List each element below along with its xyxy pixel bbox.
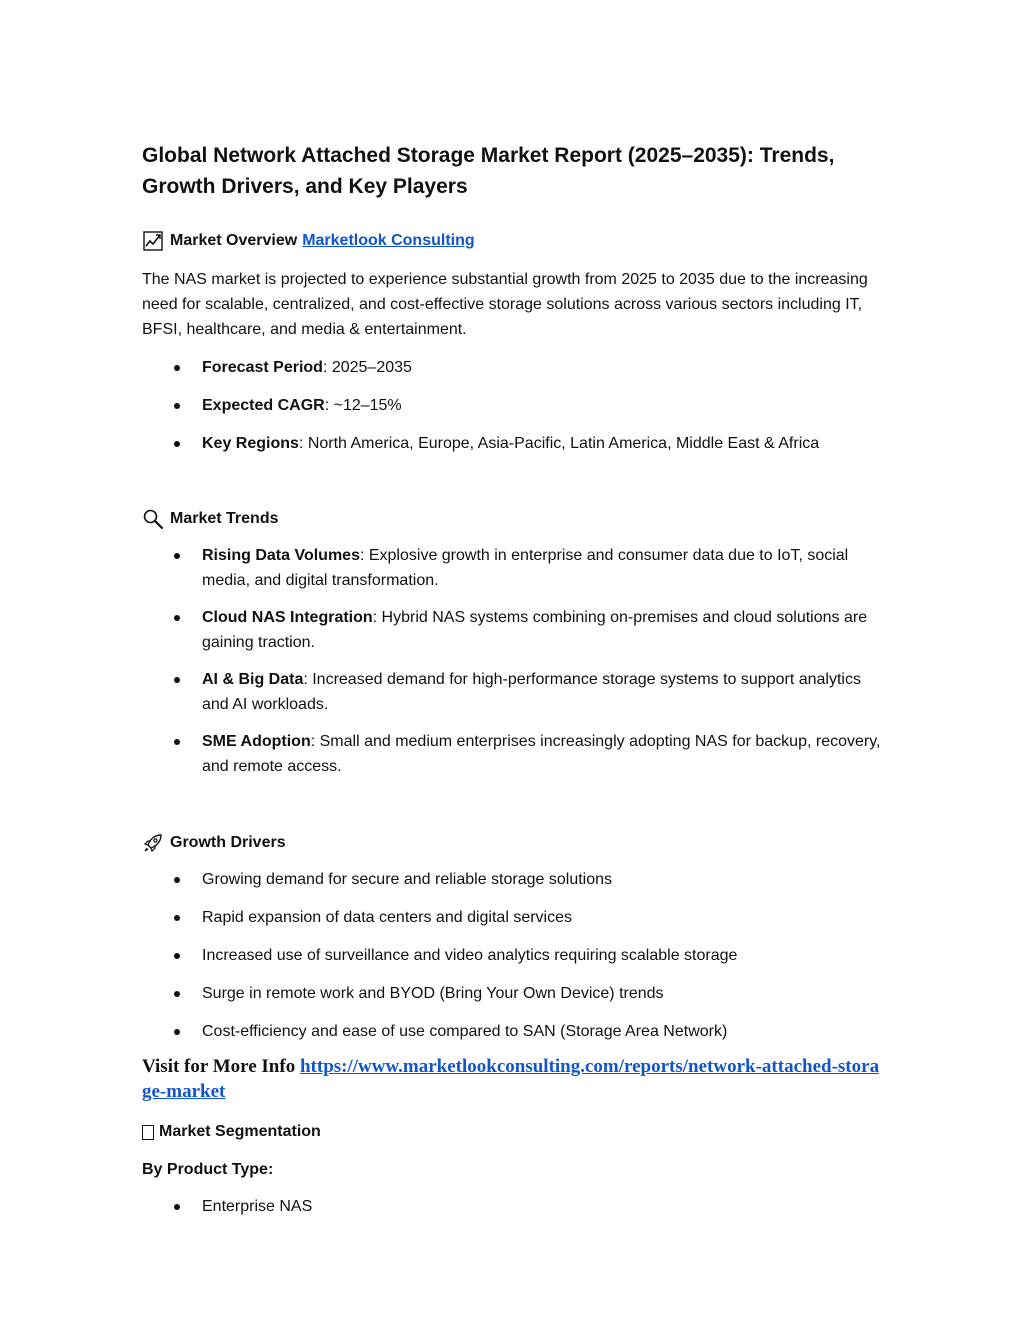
drivers-list	[142, 867, 882, 1044]
chart-increasing-icon	[142, 230, 164, 252]
segmentation-list	[142, 1194, 882, 1219]
document-page	[142, 140, 882, 1219]
list-item-text: : Increased demand for high-performance storage systems to support analytics and AI workloads.	[202, 671, 861, 713]
list-item-text: : ~12–15%	[324, 397, 402, 414]
list-item-text: : North America, Europe, Asia-Pacific, Latin America, Middle East & Africa	[298, 435, 820, 452]
segmentation-heading	[142, 1121, 882, 1143]
marketlook-consulting-link[interactable]: Marketlook Consulting	[302, 232, 475, 249]
list-item-label: Rising Data Volumes	[202, 547, 360, 564]
list-item	[142, 605, 882, 655]
list-item: Surge in remote work and BYOD (Bring Your Own Device) trends	[142, 981, 882, 1006]
list-item-label: SME Adoption	[202, 733, 311, 750]
overview-paragraph: The NAS market is projected to experience substantial growth from 2025 to 2035 due to the increasing need for scalable, centralized, and cost-effective storage solutions across various sectors including IT, BFSI, healthcare, and media & entertainment.	[142, 271, 868, 338]
list-item: Cost-efficiency and ease of use compared to SAN (Storage Area Network)	[142, 1019, 882, 1044]
list-item-label: Expected CAGR	[202, 397, 325, 414]
visit-info	[142, 1054, 882, 1104]
list-item-label: AI & Big Data	[202, 671, 304, 688]
trends-heading	[142, 508, 882, 530]
page-title: Global Network Attached Storage Market Report (2025–2035): Trends, Growth Drivers, and Key Players	[142, 144, 835, 198]
visit-label: Visit for More Info	[142, 1056, 296, 1077]
list-item: Growing demand for secure and reliable storage solutions	[142, 867, 882, 892]
overview-heading	[142, 230, 882, 252]
list-item-text: : Small and medium enterprises increasingly adopting NAS for backup, recovery, and remote access.	[202, 733, 881, 775]
list-item	[142, 355, 882, 380]
list-item-text: : 2025–2035	[322, 359, 412, 376]
list-item	[142, 543, 882, 593]
list-item-text: : Hybrid NAS systems combining on-premises and cloud solutions are gaining traction.	[202, 609, 868, 651]
list-item: Enterprise NAS	[142, 1194, 882, 1219]
drivers-heading	[142, 832, 882, 854]
trends-list	[142, 543, 882, 779]
rocket-icon	[142, 832, 164, 854]
segmentation-heading-text: Market Segmentation	[159, 1123, 321, 1140]
list-item: Increased use of surveillance and video analytics requiring scalable storage	[142, 943, 882, 968]
magnifying-glass-icon	[142, 508, 164, 530]
overview-list	[142, 355, 882, 456]
product-type-subheading: By Product Type:	[142, 1161, 274, 1178]
list-item-label: Cloud NAS Integration	[202, 609, 373, 626]
list-item	[142, 393, 882, 418]
list-item	[142, 667, 882, 717]
overview-heading-text: Market Overview	[170, 232, 298, 249]
list-item: Rapid expansion of data centers and digital services	[142, 905, 882, 930]
missing-glyph-box-icon	[142, 1125, 154, 1140]
report-url-link[interactable]: https://www.marketlookconsulting.com/reports/network-attached-storage-market	[142, 1056, 880, 1102]
list-item	[142, 431, 882, 456]
trends-heading-text: Market Trends	[170, 510, 279, 527]
list-item-label: Key Regions	[202, 435, 299, 452]
list-item	[142, 729, 882, 779]
list-item-label: Forecast Period	[202, 359, 323, 376]
list-item-text: : Explosive growth in enterprise and consumer data due to IoT, social media, and digital transformation.	[202, 547, 849, 589]
drivers-heading-text: Growth Drivers	[170, 834, 286, 851]
